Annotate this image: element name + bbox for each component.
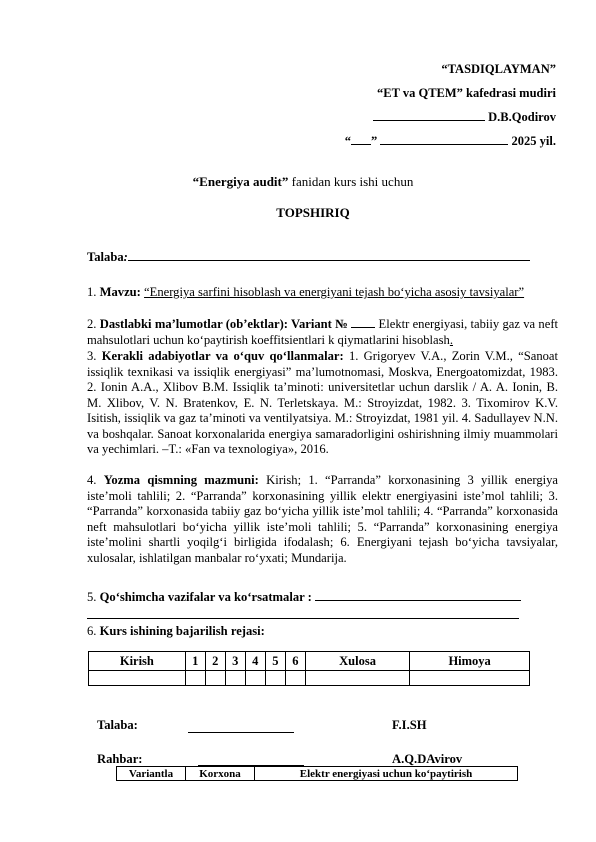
item-label: Kerakli adabiyotlar va o‘quv qo‘llanmalar: [101,349,344,363]
plan-cell-5: 5 [265,652,285,671]
student-name-field[interactable] [128,260,530,261]
head-name: D.B.Qodirov [488,110,556,124]
plan-cell-himoya: Himoya [410,652,530,671]
plan-table [88,651,530,686]
footer-cell-variant: Variantla [117,767,186,781]
footer-cell-korxona: Korxona [186,767,255,781]
plan-cell-2: 2 [205,652,225,671]
item-number: 1. [87,285,97,299]
item-literature [87,349,558,458]
item-number: 6. [87,624,97,638]
plan-cell-3: 3 [225,652,245,671]
plan-cell-6: 6 [285,652,305,671]
sign-student-label: Talaba: [97,718,138,732]
item-number: 2. [87,317,97,331]
approval-title: “TASDIQLAYMAN” [441,62,556,76]
item-label: Kurs ishining bajarilish rejasi: [99,624,265,638]
item-label: Qo‘shimcha vazifalar va ko‘rsatmalar : [99,590,312,604]
day-blank[interactable] [351,144,371,145]
page-title: TOPSHIRIQ [276,205,350,220]
approval-head [373,110,556,125]
date-open-quote: “ [344,134,352,148]
subject-name: “Energiya audit” [192,174,289,189]
student-line [87,250,530,265]
plan-cell-4: 4 [245,652,265,671]
approval-department: “ET va QTEM” kafedrasi mudiri [377,86,556,100]
variant-number-field[interactable] [351,327,375,328]
contents-text: Kirish; 1. “Parranda” korxonasining 3 yillik energiya iste’moli tahlili; 2. “Parranda” korxonasining yillik elektr energiyasini iste’mol tahlili; 3. “Parranda” korxonasida tabiiy gaz bo‘yicha yillik iste’mol tahlili; 4. “Parranda” korxonasida neft mahsulotlari bo‘yicha yillik iste’moli tahlili; 5. “Parranda” korxonasining energiya iste’molini shartli yoqilg‘i birligida ifodalash; 6. Energiyani tejash bo‘yicha tavsiyalar, xulosalar, ishlatilgan manbalar ro‘yxati; Mundarija. [87,473,558,565]
month-blank[interactable] [380,144,508,145]
year-text: 2025 yil. [511,134,556,148]
initial-data-end: . [449,332,453,347]
footer-table [116,766,518,781]
plan-input-row [89,671,530,686]
literature-text: 1. Grigoryev V.A., Zorin V.M., “Sanoat issiqlik texnikasi va issiqlik energiyasi” ma’lumotnomasi, Moskva, Energoatomizdat, 1983. 2. Ionin A.A., Xlibov B.M. Issiqlik ta’minoti: universitetlar uchun darslik / A. A. Ionin, B. M. Xlibov, V. N. Bratenkov, E. N. Terletskaya. M.: Stroyizdat, 1982. 3. Tixomirov K.V. Isitish, issiqlik va gaz ta’minoti va ventilyatsiya. M.: Stroyizdat, 1981 yil. 4. Sadullayev N.N. va boshqalar. Sanoat korxonalarida energiya samaradorligini oshirishning ilmiy muammolari va yechimlari. –T.: «Fan va texnologiya», 2016. [87,349,559,456]
item-plan [87,624,265,639]
date-close-quote: ” [371,134,378,148]
footer-cell-elektr: Elektr energiyasi uchun ko‘paytirish [255,767,518,781]
plan-input-cell[interactable] [285,671,305,686]
sign-supervisor-label: Rahbar: [97,752,143,766]
item-label: Yozma qismning mazmuni: [103,473,259,487]
plan-cell-1: 1 [185,652,205,671]
subject-line [0,174,596,190]
plan-input-cell[interactable] [225,671,245,686]
item-label: Mavzu: [99,285,141,299]
plan-input-cell[interactable] [265,671,285,686]
item-number: 5. [87,590,97,604]
plan-input-cell[interactable] [410,671,530,686]
student-colon: : [123,250,128,264]
plan-header-row [89,652,530,671]
plan-input-cell[interactable] [245,671,265,686]
item-topic [87,285,558,301]
sign-student-name: F.I.SH [392,718,427,732]
plan-input-cell[interactable] [185,671,205,686]
plan-input-cell[interactable] [305,671,409,686]
subject-rest: fanidan kurs ishi uchun [288,174,414,189]
student-label: Talaba [87,250,124,264]
item-contents [87,473,558,566]
topic-text: “Energiya sarfini hisoblash va energiyani tejash bo‘yicha asosiy tavsiyalar” [144,285,525,299]
additional-tasks-line[interactable] [87,618,519,619]
item-initial-data [87,317,558,348]
initial-data-text: Elektr energiyasi, tabiiy gaz va neft mahsulotlari uchun ko‘paytirish koeffitsientlari k qiymatlarini hisoblash [87,317,559,347]
item-label: Dastlabki ma’lumotlar (ob’ektlar): Variant № [99,317,348,331]
signature-blank[interactable] [373,120,485,121]
sign-supervisor-name: A.Q.DAvirov [392,752,463,766]
plan-input-cell[interactable] [89,671,186,686]
additional-tasks-field[interactable] [315,600,521,601]
plan-cell-kirish: Kirish [89,652,186,671]
item-additional-tasks [87,590,521,605]
item-number: 3. [87,349,97,363]
plan-input-cell[interactable] [205,671,225,686]
item-number: 4. [87,473,97,487]
sign-student-field[interactable] [188,732,294,733]
plan-cell-xulosa: Xulosa [305,652,409,671]
approval-date [345,134,556,149]
